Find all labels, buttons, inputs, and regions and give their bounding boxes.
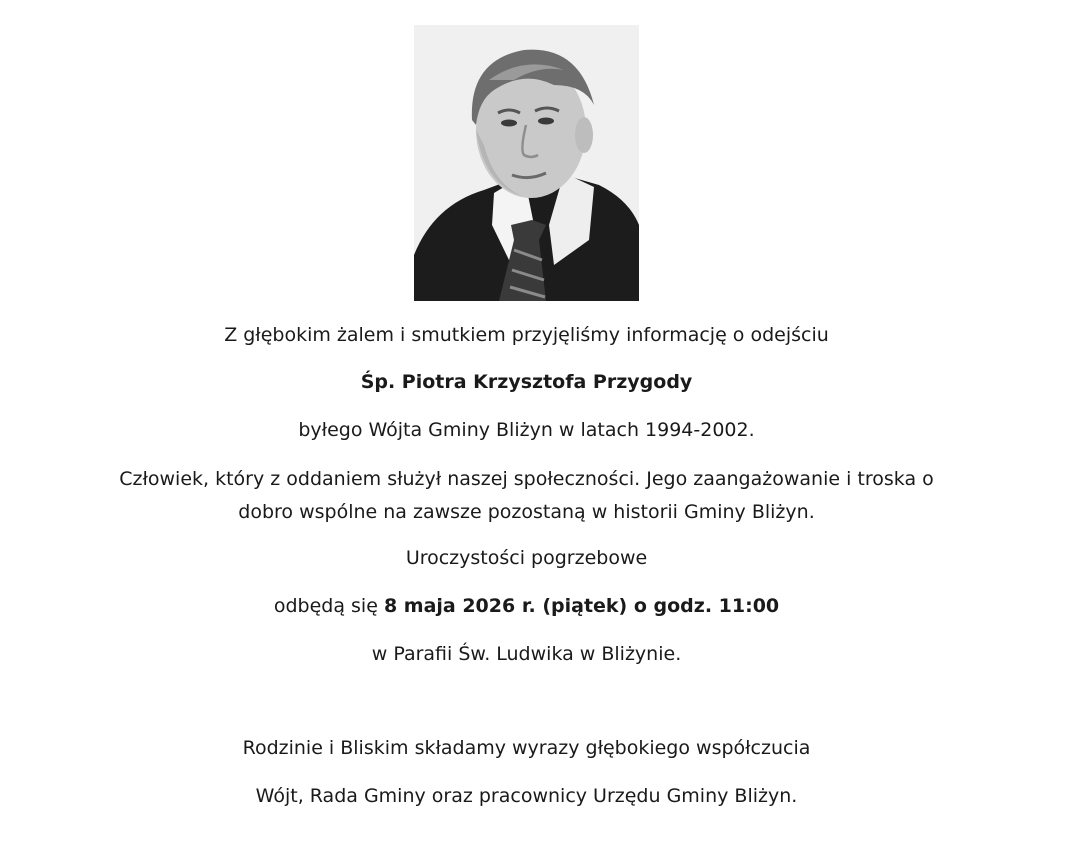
funeral-place: w Parafii Św. Ludwika w Bliżynie.: [371, 643, 682, 665]
portrait-photo: [414, 25, 639, 301]
tribute-line-1: Człowiek, który z oddaniem służył naszej społeczności. Jego zaangażowanie i troska o: [119, 468, 934, 490]
funeral-date: [0, 592, 1053, 620]
funeral-date-value: 8 maja 2026 r. (piątek) o godz. 11:00: [383, 595, 780, 617]
signature-text: Wójt, Rada Gminy oraz pracownicy Urzędu Gminy Bliżyn.: [255, 785, 798, 807]
role-text: byłego Wójta Gminy Bliżyn w latach 1994-2002.: [298, 419, 755, 441]
intro-text: Z głębokim żalem i smutkiem przyjęliśmy informację o odejściu: [224, 324, 829, 346]
tribute-paragraph: [0, 463, 1053, 529]
deceased-name: Śp. Piotra Krzysztofa Przygody: [360, 371, 693, 393]
condolences-text: Rodzinie i Bliskim składamy wyrazy głębokiego współczucia: [242, 737, 811, 759]
funeral-heading: Uroczystości pogrzebowe: [405, 547, 648, 569]
funeral-date-prefix: odbędą się: [273, 595, 384, 617]
portrait-image: [414, 25, 639, 301]
tribute-line-2: dobro wspólne na zawsze pozostaną w historii Gminy Bliżyn.: [238, 501, 815, 523]
